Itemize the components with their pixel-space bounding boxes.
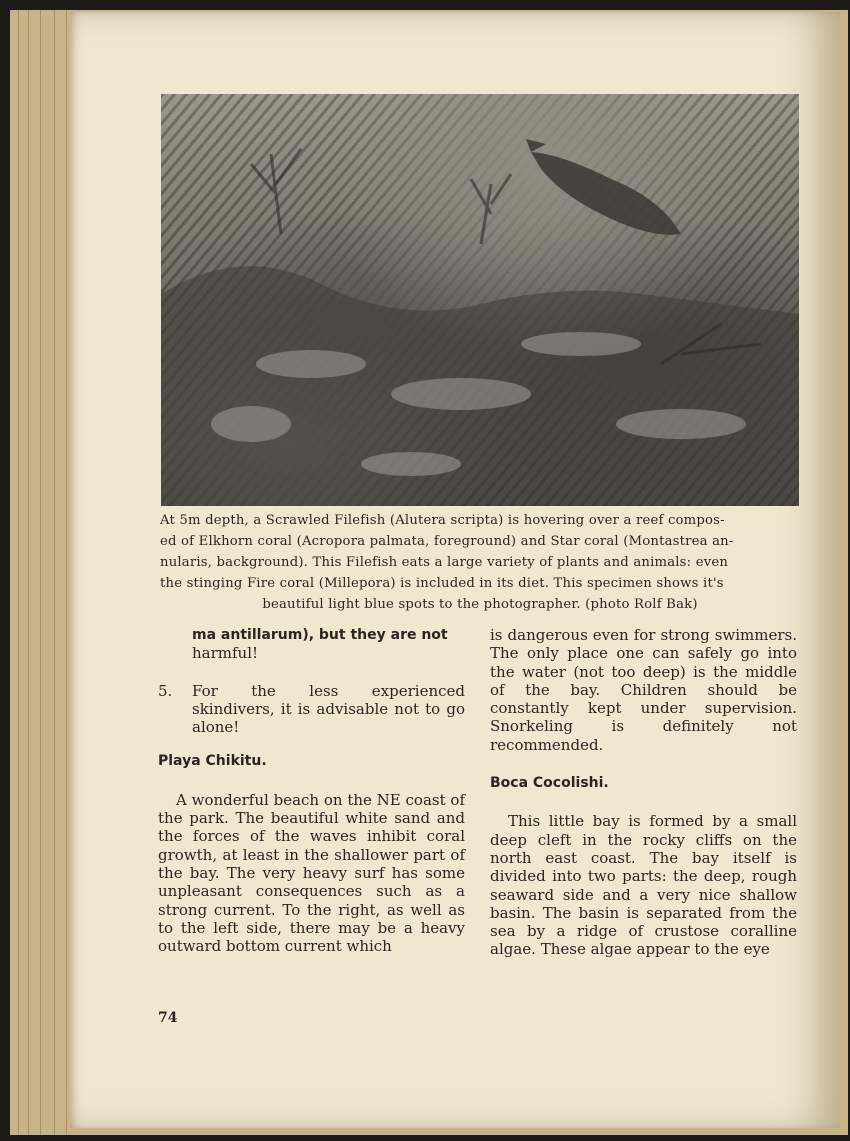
list-continuation [158, 626, 465, 664]
caption-line: At 5m depth, a Scrawled Filefish (Alutera scripta) is hovering over a reef compos- [160, 513, 725, 528]
page-number: 74 [158, 1010, 178, 1026]
list-number: 5. [158, 681, 173, 700]
photo-caption [160, 510, 800, 615]
coral-reef-photo [161, 94, 799, 506]
section-heading: Boca Cocolishi. [490, 775, 609, 792]
caption-line: ed of Elkhorn coral (Acropora palmata, foreground) and Star coral (Montastrea an- [160, 534, 734, 549]
paragraph: A wonderful beach on the NE coast of the park. The beautiful white sand and the forces of the waves inhibit coral growth, at least in the shallower part of the bay. The very heavy surf has some unpleasant consequences such as a strong current. To the right, as well as to the left side, there may be a heavy outward bottom current which [158, 790, 465, 956]
caption-line: beautiful light blue spots to the photographer. (photo Rolf Bak) [262, 597, 698, 612]
list-continuation-text: ma antillarum), but they are not [192, 627, 448, 643]
paragraph: This little bay is formed by a small deep cleft in the rocky cliffs on the north east coast. The bay itself is divided into two parts: the deep, rough seaward side and a very nice shallow basin. The basin is separated from the sea by a ridge of crustose coralline algae. These algae appear to the eye [490, 812, 797, 959]
page-edge [40, 10, 41, 1135]
section-heading: Playa Chikitu. [158, 753, 267, 770]
list-item-text: For the less experienced skindivers, it is advisable not to go alone! [192, 681, 465, 737]
list-item [158, 682, 465, 737]
list-continuation-text: harmful! [192, 644, 259, 663]
left-column [158, 626, 465, 955]
caption-line: nularis, background). This Filefish eats a large variety of plants and animals: even [160, 555, 729, 570]
reef-illustration [161, 94, 799, 506]
page-edge [18, 10, 19, 1135]
caption-line: the stinging Fire coral (Millepora) is included in its diet. This specimen shows it's [160, 576, 724, 591]
page-edge [66, 10, 67, 1135]
page-edge [54, 10, 55, 1135]
paragraph: is dangerous even for strong swimmers. The only place one can safely go into the water (not too deep) is the middle of the bay. Children should be constantly kept under supervision. Snorkeling is definitely not recommended. [490, 626, 797, 754]
right-column [490, 626, 797, 959]
page-edge [28, 10, 29, 1135]
